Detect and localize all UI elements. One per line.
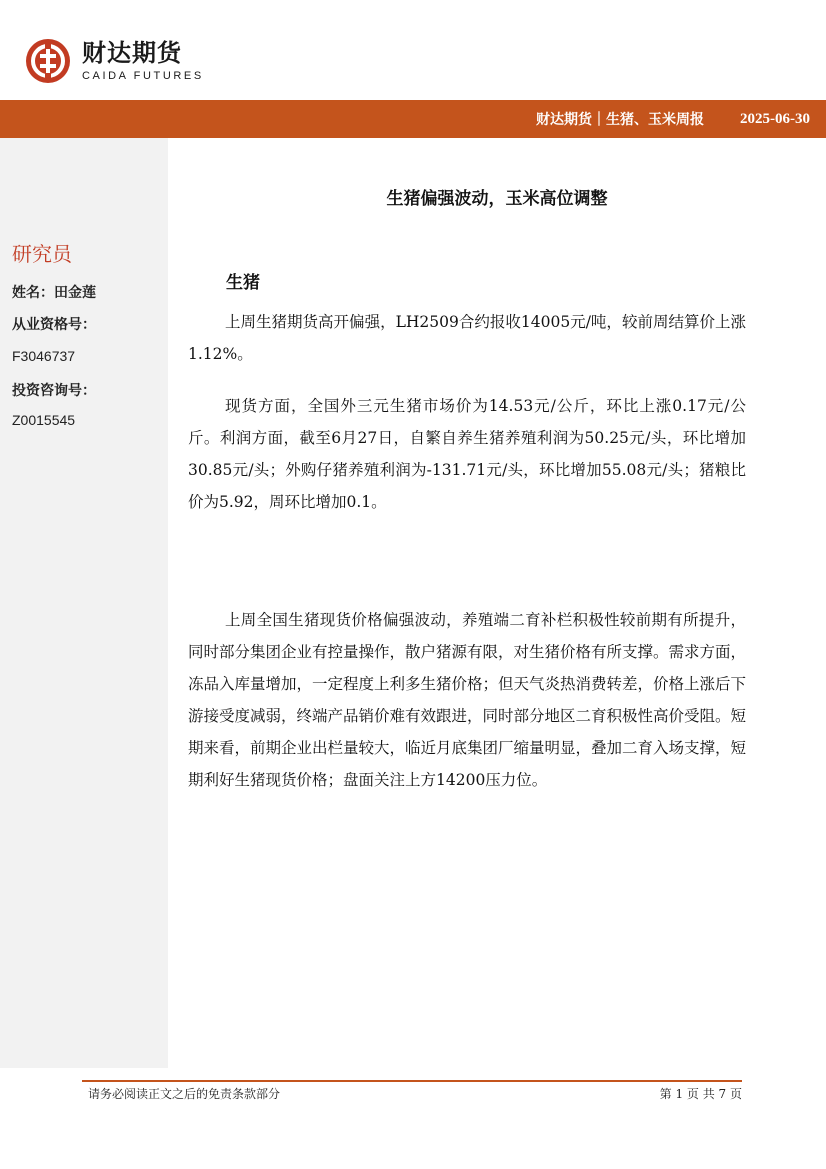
paragraph-futures: 上周生猪期货高开偏强，LH2509合约报收14005元/吨，较前周结算价上涨1.12%。: [188, 313, 746, 363]
report-date: 2025-06-30: [740, 110, 810, 127]
report-title: 生猪偏强波动，玉米高位调整: [386, 189, 608, 209]
page-number: 第 1 页 共 7 页: [659, 1087, 742, 1101]
company-logo: [24, 36, 204, 86]
header-bar: [0, 100, 826, 138]
researcher-name: 姓名：田金莲: [12, 285, 96, 301]
disclaimer-note: 请务必阅读正文之后的免责条款部分: [88, 1087, 281, 1101]
logo-en-text: CAIDA FUTURES: [82, 70, 204, 82]
investment-label: 投资咨询号：: [12, 383, 96, 399]
paragraph-analysis: 上周全国生猪现货价格偏强波动，养殖端二育补栏积极性较前期有所提升，同时部分集团企业有控量操作，散户猪源有限，对生猪价格有所支撑。需求方面，冻品入库量增加，一定程度上利多生猪价格；但天气炎热消费转差，价格上涨后下游接受度减弱，终端产品销价难有效跟进，同时部分地区二育积极性高价受阻。短期来看，前期企业出栏量较大，临近月底集团厂缩量明显，叠加二育入场支撑，短期利好生猪现货价格；盘面关注上方14200压力位。: [188, 611, 747, 789]
researcher-sidebar: [0, 138, 168, 1068]
caida-logo-icon: [24, 37, 72, 85]
report-tag: 财达期货｜生猪、玉米周报: [536, 112, 704, 128]
logo-cn-text: 财达期货: [82, 39, 182, 67]
qualification-label: 从业资格号：: [12, 317, 96, 333]
paragraph-spot: 现货方面，全国外三元生猪市场价为14.53元/公斤，环比上涨0.17元/公斤。利润方面，截至6月27日，自繁自养生猪养殖利润为50.25元/头，环比增加30.85元/头；外购仔猪养殖利润为-131.71元/头，环比增加55.08元/头；猪粮比价为5.92，周环比增加0.1。: [188, 397, 746, 511]
section-heading: 生猪: [226, 273, 260, 293]
qualification-number: F3046737: [12, 348, 76, 364]
footer-divider: [82, 1080, 742, 1082]
investment-number: Z0015545: [12, 412, 76, 428]
researcher-title: 研究员: [12, 242, 72, 266]
